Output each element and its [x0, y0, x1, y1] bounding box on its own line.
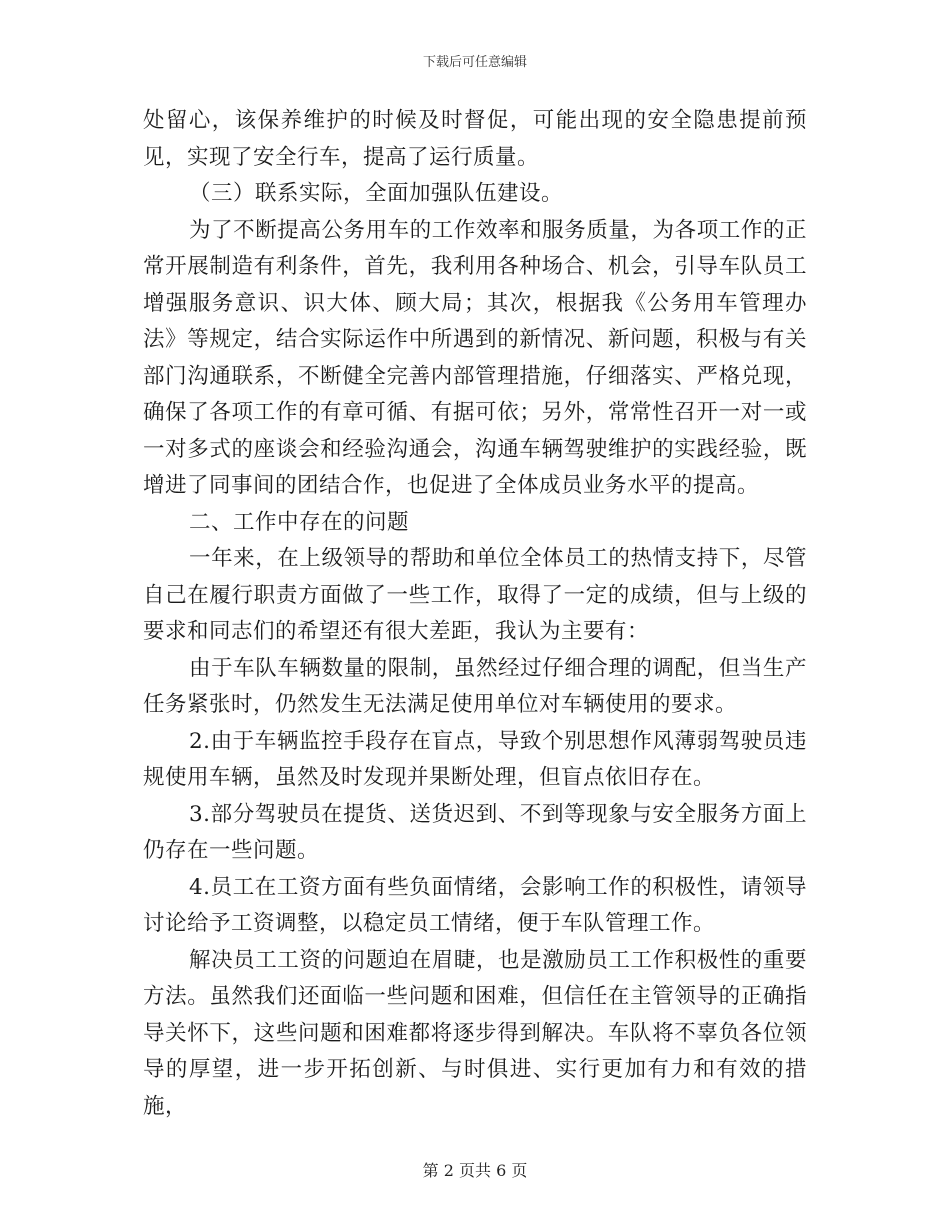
paragraph-10: 解决员工工资的问题迫在眉睫，也是激励员工工作积极性的重要方法。虽然我们还面临一些问题和困难，但信任在主管领导的正确指导关怀下，这些问题和困难都将逐步得到解决。车队将不辜负各位领导的厚望，进一步开拓创新、与时俱进、实行更加有力和有效的措施，: [143, 947, 807, 1119]
paragraph-3: 为了不断提高公务用车的工作效率和服务质量，为各项工作的正常开展制造有利条件，首先，我利用各种场合、机会，引导车队员工增强服务意识、识大体、顾大局；其次，根据我《公务用车管理办法》等规定，结合实际运作中所遇到的新情况、新问题，积极与有关部门沟通联系，不断健全完善内部管理措施，仔细落实、严格兑现，确保了各项工作的有章可循、有据可依；另外，常常性召开一对一或一对多式的座谈会和经验沟通会，沟通车辆驾驶维护的实践经验，既增进了同事间的团结合作，也促进了全体成员业务水平的提高。: [143, 217, 807, 498]
section-heading: 二、工作中存在的问题: [189, 509, 410, 535]
paragraph-2: （三）联系实际，全面加强队伍建设。: [189, 181, 564, 206]
page-header: 下载后可任意编辑: [422, 55, 527, 70]
paragraph-6: 由于车队车辆数量的限制，虽然经过仔细合理的调配，但当生产任务紧张时，仍然发生无法满足使用单位对车辆使用的要求。: [143, 655, 807, 717]
page-footer: 第 2 页共 6 页: [422, 1161, 528, 1180]
paragraph-1: 处留心，该保养维护的时候及时督促，可能出现的安全隐患提前预见，实现了安全行车，提高了运行质量。: [143, 108, 807, 170]
paragraph-8: 3.部分驾驶员在提货、送货迟到、不到等现象与安全服务方面上仍存在一些问题。: [143, 801, 807, 863]
paragraph-9: 4.员工在工资方面有些负面情绪，会影响工作的积极性，请领导讨论给予工资调整，以稳定员工情绪，便于车队管理工作。: [143, 874, 807, 936]
paragraph-5: 一年来，在上级领导的帮助和单位全体员工的热情支持下，尽管自己在履行职责方面做了一些工作，取得了一定的成绩，但与上级的要求和同志们的希望还有很大差距，我认为主要有：: [143, 546, 807, 644]
paragraph-7: 2.由于车辆监控手段存在盲点，导致个别思想作风薄弱驾驶员违规使用车辆，虽然及时发现并果断处理，但盲点依旧存在。: [143, 728, 807, 790]
document-body: [143, 103, 807, 1125]
